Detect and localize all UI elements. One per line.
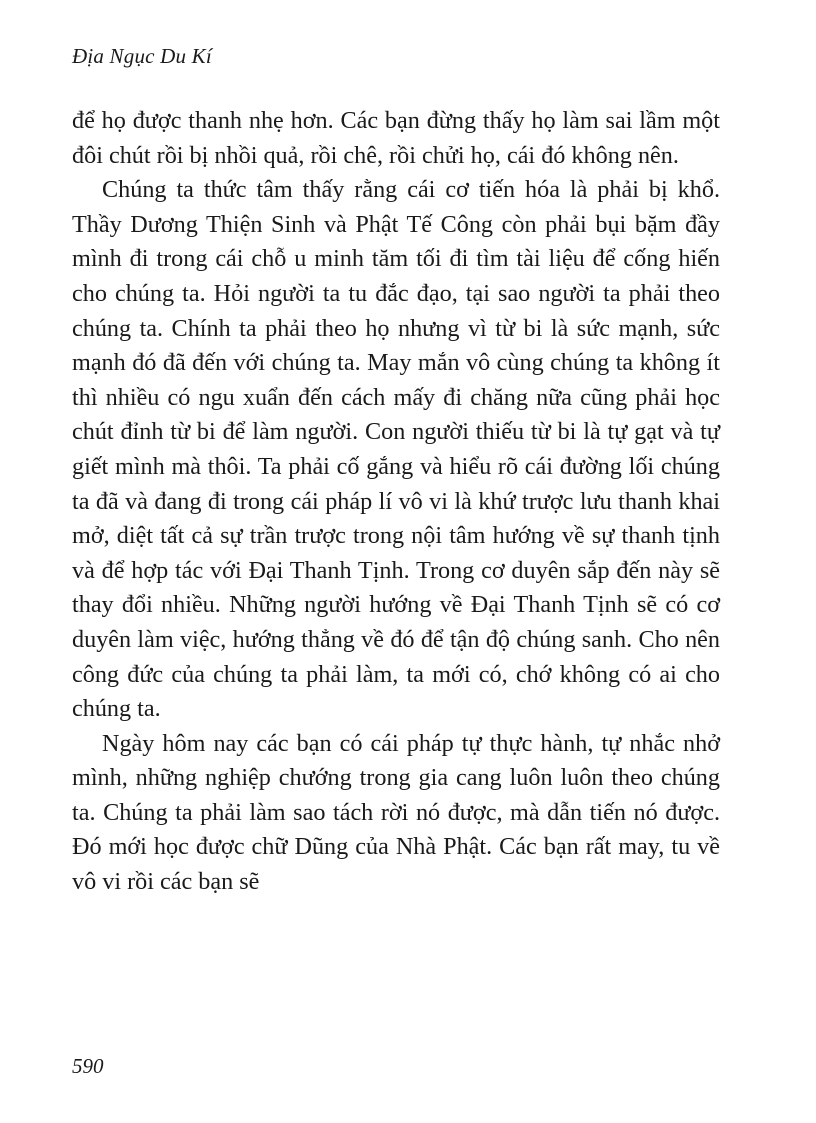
paragraph: Ngày hôm nay các bạn có cái pháp tự thực hành, tự nhắc nhở mình, những nghiệp chướng trong gia cang luôn luôn theo chúng ta. Chúng ta phải làm sao tách rời nó được, mà dẫn tiến nó được. Đó mới học được chữ Dũng của Nhà Phật. Các bạn rất may, tu về vô vi rồi các bạn sẽ xyxy=(72,729,720,896)
paragraph: Chúng ta thức tâm thấy rằng cái cơ tiến hóa là phải bị khổ. Thầy Dương Thiện Sinh và Phật Tế Công còn phải bụi bặm đầy mình đi trong cái chỗ u minh tăm tối đi tìm tài liệu để cống hiến cho chúng ta. Hỏi người ta tu đắc đạo, tại sao người ta phải theo chúng ta. Chính ta phải theo họ nhưng vì từ bi là sức mạnh, sức mạnh đó đã đến với chúng ta. May mắn vô cùng chúng ta không ít thì nhiều có ngu xuẩn đến cách mấy đi chăng nữa cũng phải học chút đỉnh từ bi để làm người. Con người thiếu từ bi là tự gạt và tự giết mình mà thôi. Ta phải cố gắng và hiểu rõ cái đường lối chúng ta đã và đang đi trong cái pháp lí vô vi là khứ trược lưu thanh khai mở, diệt tất cả sự trần trược trong nội tâm hướng về sự thanh tịnh và để hợp tác với Đại Thanh Tịnh. Trong cơ duyên sắp đến này sẽ thay đổi nhiều. Những người hướng về Đại Thanh Tịnh sẽ có cơ duyên làm việc, hướng thẳng về đó để tận độ chúng sanh. Cho nên công đức của chúng ta phải làm, ta mới có, chớ không có ai cho chúng ta. xyxy=(72,176,720,723)
paragraph-continued: để họ được thanh nhẹ hơn. Các bạn đừng thấy họ làm sai lầm một đôi chút rồi bị nhồi quả, rồi chê, rồi chửi họ, cái đó không nên. xyxy=(72,107,720,169)
running-header: Địa Ngục Du Kí xyxy=(72,44,212,68)
page-number: 590 xyxy=(72,1054,104,1078)
body-text xyxy=(72,104,720,900)
